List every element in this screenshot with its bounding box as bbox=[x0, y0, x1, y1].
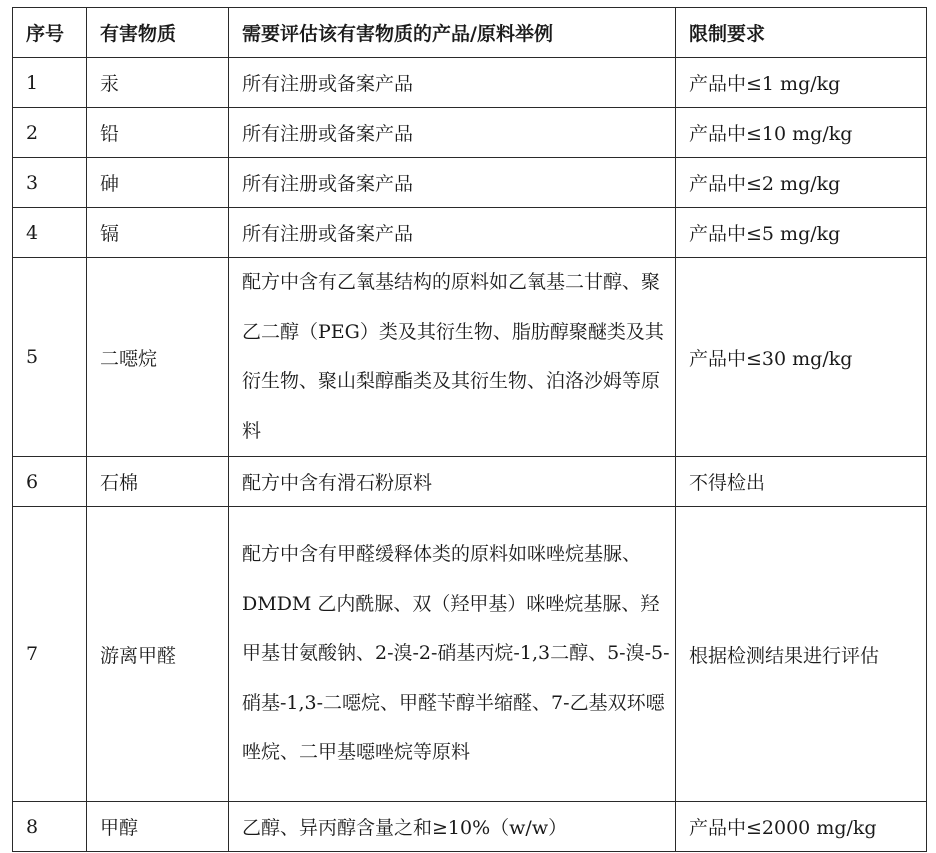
cell-limit: 产品中≤2 mg/kg bbox=[676, 158, 927, 208]
cell-substance: 游离甲醛 bbox=[87, 507, 229, 802]
cell-no: 7 bbox=[13, 507, 87, 802]
cell-examples: 配方中含有乙氧基结构的原料如乙氧基二甘醇、聚乙二醇（PEG）类及其衍生物、脂肪醇聚醚类及其衍生物、聚山梨醇酯类及其衍生物、泊洛沙姆等原料 bbox=[229, 258, 676, 457]
header-limit: 限制要求 bbox=[676, 8, 927, 58]
cell-substance: 石棉 bbox=[87, 457, 229, 507]
header-examples: 需要评估该有害物质的产品/原料举例 bbox=[229, 8, 676, 58]
table-row bbox=[13, 158, 927, 208]
cell-limit: 不得检出 bbox=[676, 457, 927, 507]
cell-no: 1 bbox=[13, 58, 87, 108]
table-row bbox=[13, 457, 927, 507]
cell-substance: 镉 bbox=[87, 208, 229, 258]
cell-limit: 产品中≤30 mg/kg bbox=[676, 258, 927, 457]
cell-limit: 产品中≤2000 mg/kg bbox=[676, 802, 927, 852]
cell-substance: 铅 bbox=[87, 108, 229, 158]
cell-examples: 所有注册或备案产品 bbox=[229, 58, 676, 108]
header-substance: 有害物质 bbox=[87, 8, 229, 58]
cell-examples: 所有注册或备案产品 bbox=[229, 158, 676, 208]
cell-limit: 产品中≤1 mg/kg bbox=[676, 58, 927, 108]
cell-limit: 产品中≤10 mg/kg bbox=[676, 108, 927, 158]
table-row bbox=[13, 802, 927, 852]
table-row bbox=[13, 208, 927, 258]
table-header-row bbox=[13, 8, 927, 58]
cell-examples: 配方中含有滑石粉原料 bbox=[229, 457, 676, 507]
cell-examples: 所有注册或备案产品 bbox=[229, 108, 676, 158]
cell-substance: 汞 bbox=[87, 58, 229, 108]
cell-substance: 砷 bbox=[87, 158, 229, 208]
cell-examples: 所有注册或备案产品 bbox=[229, 208, 676, 258]
cell-examples: 配方中含有甲醛缓释体类的原料如咪唑烷基脲、DMDM 乙内酰脲、双（羟甲基）咪唑烷基脲、羟甲基甘氨酸钠、2-溴-2-硝基丙烷-1,3二醇、5-溴-5-硝基-1,3-二噁烷、甲醛苄醇半缩醛、7-乙基双环噁唑烷、二甲基噁唑烷等原料 bbox=[229, 507, 676, 802]
cell-examples: 乙醇、异丙醇含量之和≥10%（w/w） bbox=[229, 802, 676, 852]
table-row bbox=[13, 507, 927, 802]
cell-no: 5 bbox=[13, 258, 87, 457]
header-no: 序号 bbox=[13, 8, 87, 58]
cell-no: 2 bbox=[13, 108, 87, 158]
table-row bbox=[13, 108, 927, 158]
cell-no: 3 bbox=[13, 158, 87, 208]
cell-no: 6 bbox=[13, 457, 87, 507]
cell-limit: 产品中≤5 mg/kg bbox=[676, 208, 927, 258]
cell-substance: 二噁烷 bbox=[87, 258, 229, 457]
cell-no: 8 bbox=[13, 802, 87, 852]
cell-substance: 甲醇 bbox=[87, 802, 229, 852]
table-row bbox=[13, 258, 927, 457]
cell-no: 4 bbox=[13, 208, 87, 258]
cell-limit: 根据检测结果进行评估 bbox=[676, 507, 927, 802]
table-row bbox=[13, 58, 927, 108]
hazardous-substances-table bbox=[12, 7, 927, 852]
